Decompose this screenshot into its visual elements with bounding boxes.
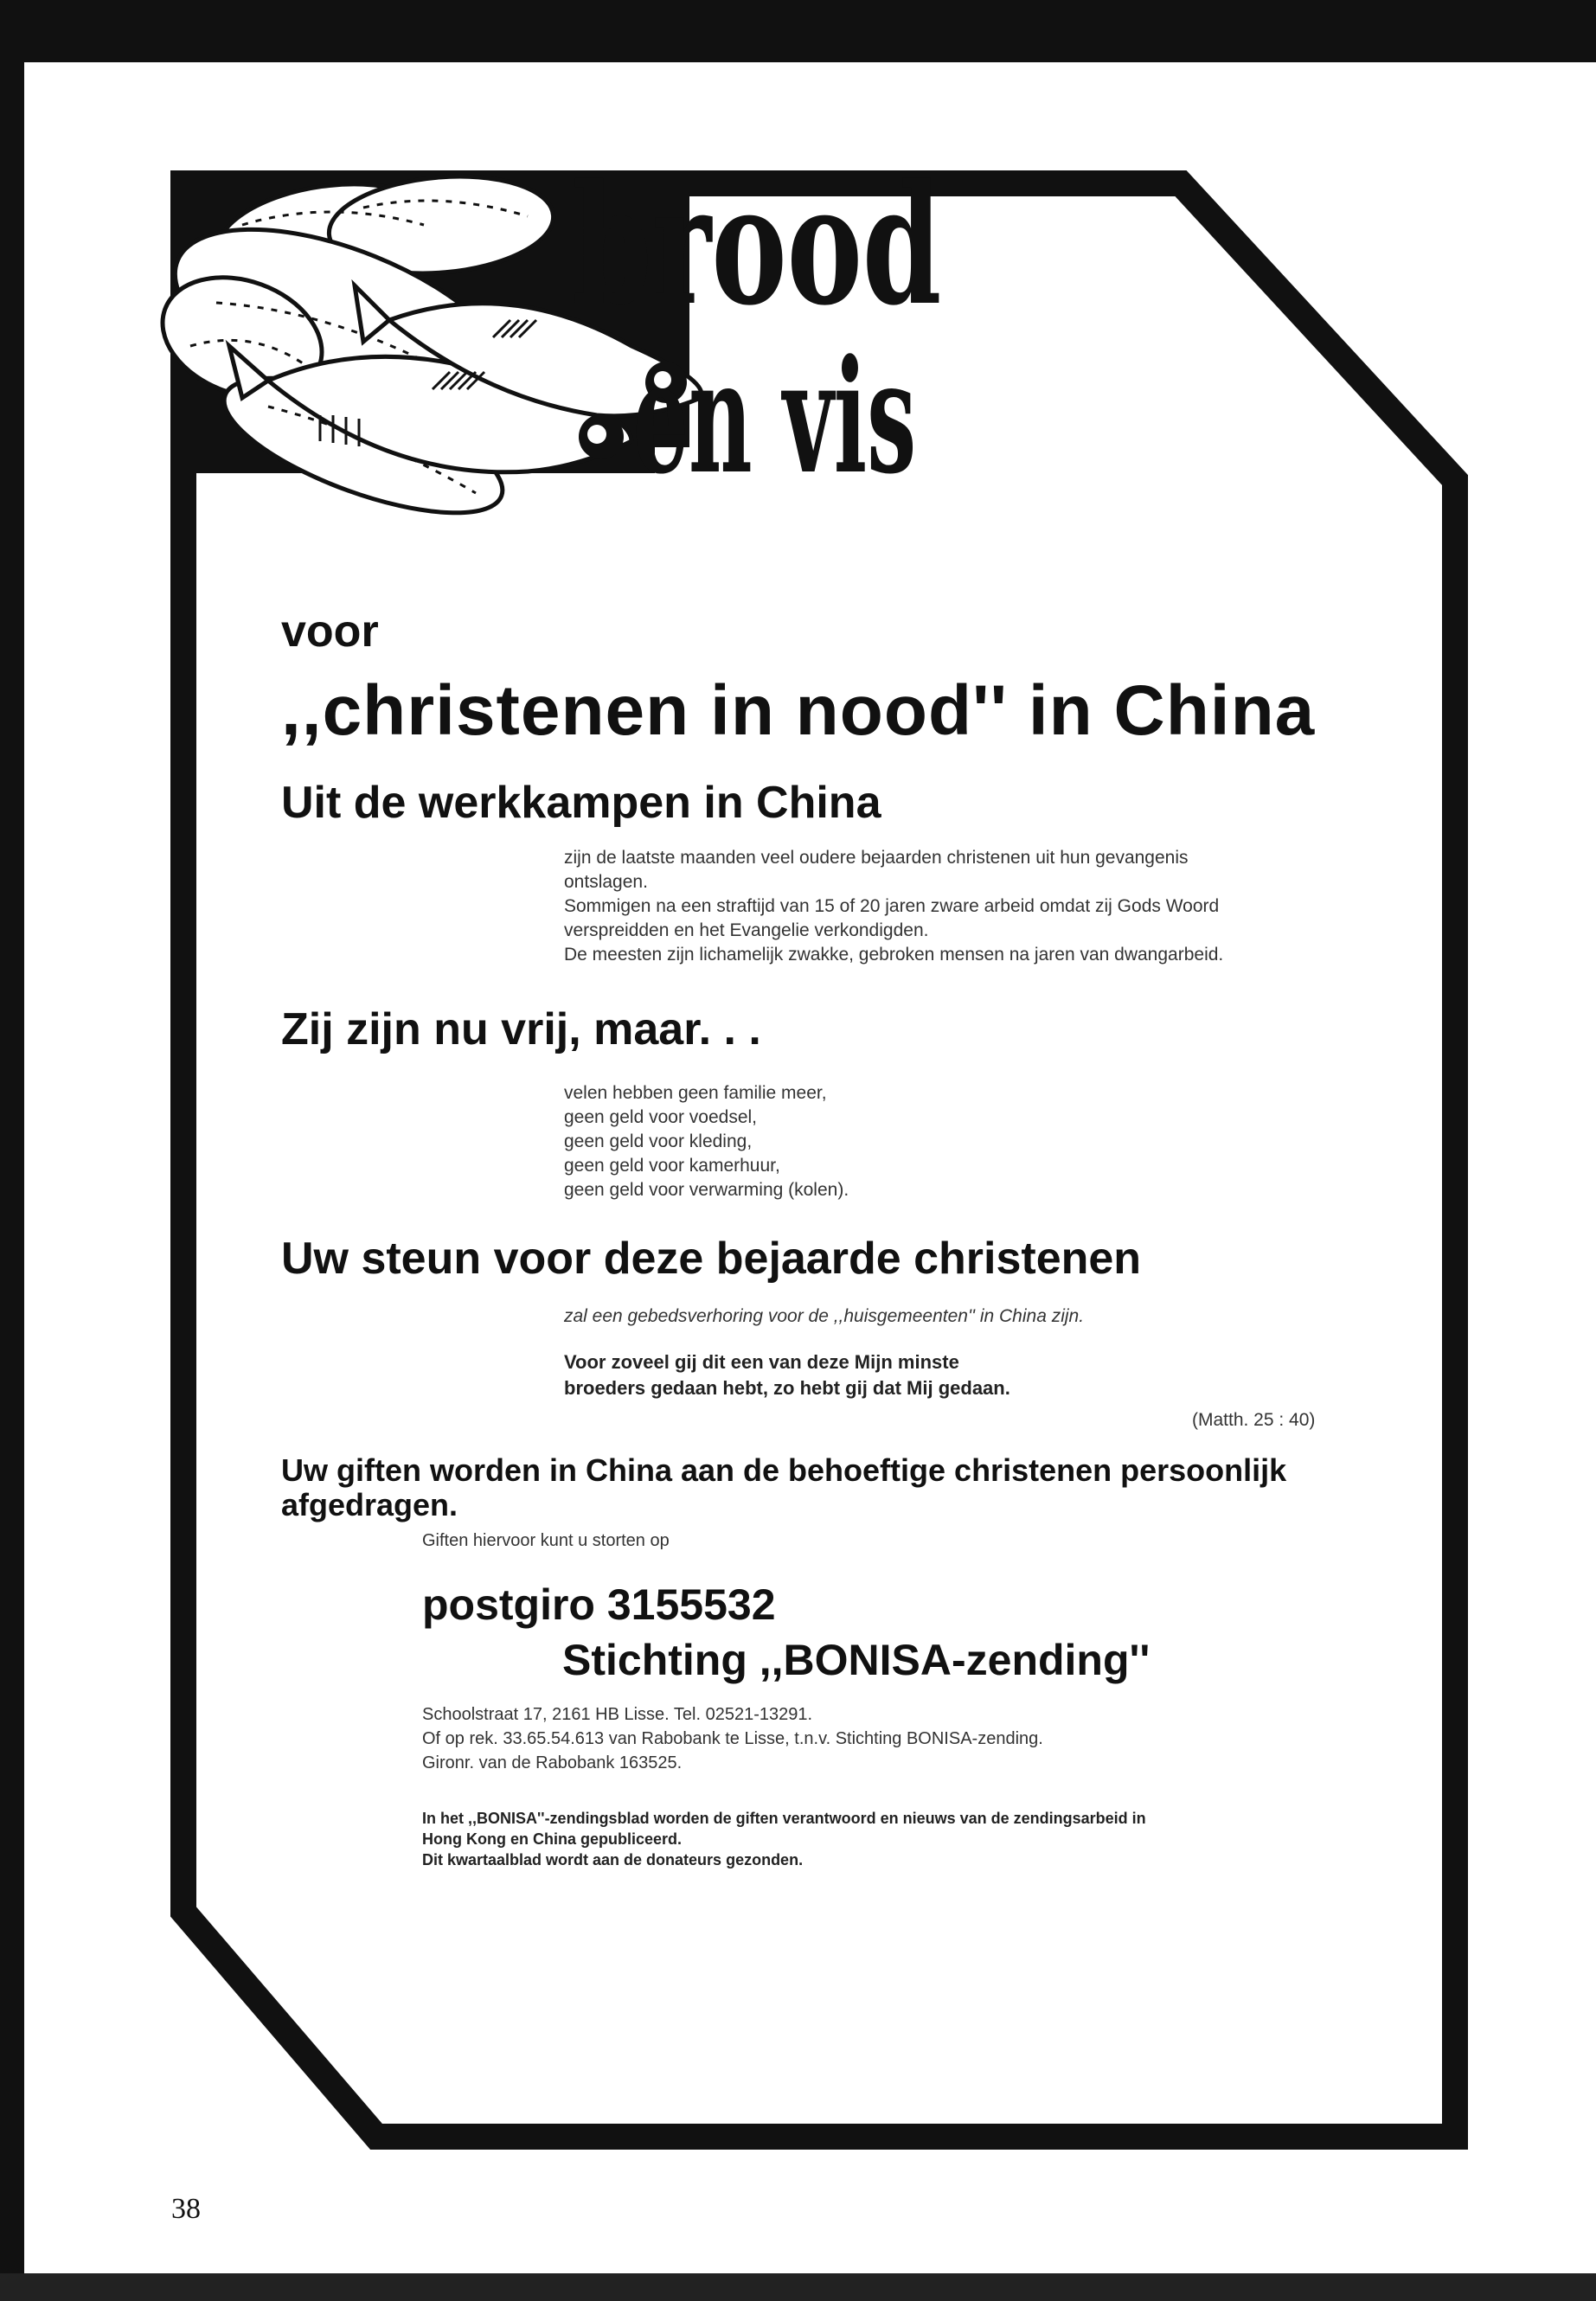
address-block [422,1702,1043,1775]
quote-line: Voor zoveel gij dit een van deze Mijn minste [564,1351,959,1373]
section4-heading: Uw giften worden in China aan de behoeftige christenen persoonlijk afgedragen. [281,1452,1287,1522]
newsletter-note [422,1808,1443,1870]
bible-quote [564,1349,1010,1401]
quote-line: broeders gedaan hebt, zo hebt gij dat Mij gedaan. [564,1377,1010,1399]
giften-text: Giften hiervoor kunt u storten op [422,1531,670,1550]
bible-reference: (Matth. 25 : 40) [1192,1410,1316,1430]
voor-label: voor [281,606,379,657]
note-line: Hong Kong en China gepubliceerd. [422,1830,683,1848]
page-number: 38 [171,2193,201,2225]
section1-line: zijn de laatste maanden veel oudere bejaarden christenen uit hun gevangenis [564,848,1189,868]
address-line: Of op rek. 33.65.54.613 van Rabobank te Lisse, t.n.v. Stichting BONISA-zending. [422,1729,1043,1748]
note-line: In het ,,BONISA''-zendingsblad worden de giften verantwoord en nieuws van de zendingsarbeid in [422,1810,1146,1827]
address-line: Gironr. van de Rabobank 163525. [422,1753,683,1772]
section2-line: geen geld voor verwarming (kolen). [564,1180,849,1200]
postgiro-number: postgiro 3155532 [422,1580,776,1629]
section2-text [564,1081,1256,1202]
section1-line: ontslagen. [564,872,648,892]
section2-line: geen geld voor kamerhuur, [564,1156,780,1176]
section2-heading: Zij zijn nu vrij, maar. . . [281,1004,761,1054]
address-line: Schoolstraat 17, 2161 HB Lisse. Tel. 02521-13291. [422,1705,813,1724]
stichting-name: Stichting ,,BONISA-zending'' [562,1636,1151,1684]
section3-intro: zal een gebedsverhoring voor de ,,huisgemeenten'' in China zijn. [564,1306,1085,1326]
logo-line2: en vis [632,325,917,510]
section3-heading: Uw steun voor deze bejaarde christenen [281,1234,1142,1284]
section2-line: geen geld voor voedsel, [564,1107,757,1127]
section1-heading: Uit de werkkampen in China [281,778,881,828]
brood-en-vis-logo [147,130,1055,562]
section2-line: velen hebben geen familie meer, [564,1083,827,1103]
section1-text [564,846,1446,967]
page-title: ,,christenen in nood'' in China [281,671,1316,750]
note-line: Dit kwartaalblad wordt aan de donateurs gezonden. [422,1851,804,1868]
section1-line: De meesten zijn lichamelijk zwakke, gebroken mensen na jaren van dwangarbeid. [564,945,1224,965]
section2-line: geen geld voor kleding, [564,1131,753,1151]
section1-line: Sommigen na een straftijd van 15 of 20 jaren zware arbeid omdat zij Gods Woord [564,896,1220,916]
logo-line1: brood [573,148,942,342]
section1-line: verspreidden en het Evangelie verkondigden. [564,920,929,940]
